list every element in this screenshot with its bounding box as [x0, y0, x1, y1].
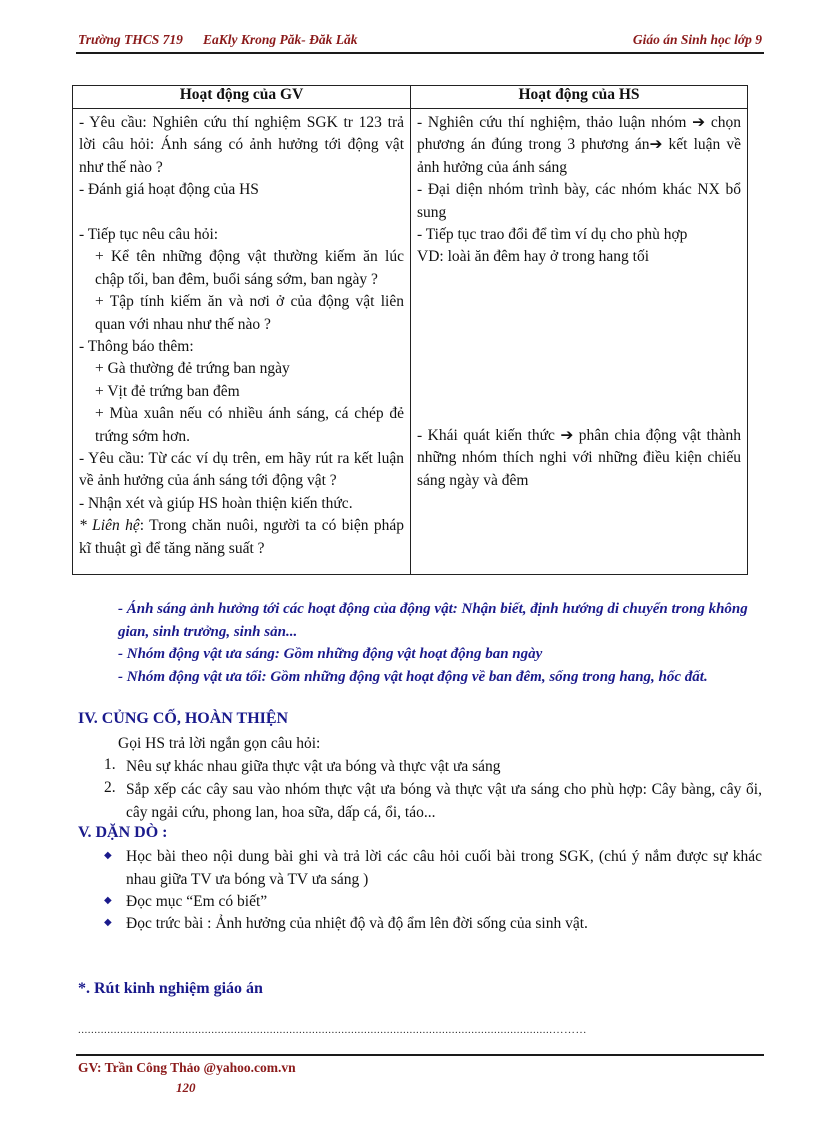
section-4-intro: Gọi HS trả lời ngắn gọn câu hỏi: [118, 735, 321, 752]
section-4-title: IV. CỦNG CỐ, HOÀN THIỆN [78, 710, 289, 727]
gv-line: + Kể tên những động vật thường kiếm ăn lúc chập tối, ban đêm, buổi sáng sớm, ban ngày ? [95, 248, 404, 288]
gv-line: - Tiếp tục nêu câu hỏi: [79, 226, 219, 244]
homework-item: Đọc trức bài : Ảnh hưởng của nhiệt độ và độ ẩm lên đời sống của sinh vật. [126, 915, 588, 932]
lien-he-label: * Liên hệ [79, 517, 140, 535]
question-number: 2. [104, 779, 116, 796]
conclusion-line: - Nhóm động vật ưa sáng: Gồm những động vật hoạt động ban ngày [118, 646, 543, 662]
hs-line: VD: loài ăn đêm hay ở trong hang tối [417, 248, 650, 266]
header-place: EaKly Krong Păk- Đăk Lăk [203, 32, 358, 47]
footer-divider [76, 1054, 764, 1056]
table-row [73, 109, 748, 575]
page-header [76, 30, 764, 54]
hs-column-header: Hoạt động của HS [411, 86, 748, 109]
homework-item: Đọc mục “Em có biết” [126, 893, 268, 910]
conclusion-line: - Nhóm động vật ưa tối: Gồm những động vật hoạt động về ban đêm, sống trong hang, hốc đất. [118, 668, 708, 685]
gv-line: + Tập tính kiếm ăn và nơi ở của động vật liên quan với nhau như thế nào ? [95, 293, 404, 333]
lesson-review-heading: *. Rút kinh nghiệm giáo án [78, 980, 263, 997]
gv-line: + Gà thường đẻ trứng ban ngày [95, 360, 290, 378]
diamond-bullet-icon: ◆ [104, 850, 112, 861]
gv-activity-cell [73, 109, 411, 575]
header-school: Trường THCS 719 [78, 32, 183, 47]
gv-line [79, 515, 404, 560]
gv-line: - Yêu cầu: Nghiên cứu thí nghiệm SGK tr 123 trả lời câu hỏi: Ánh sáng có ảnh hưởng tới động vật như thế nào ? [79, 114, 404, 176]
gv-column-header: Hoạt động của GV [73, 86, 411, 109]
gv-line: + Mùa xuân nếu có nhiều ánh sáng, cá chép đẻ trứng sớm hơn. [95, 405, 404, 445]
table-header-row [73, 86, 748, 109]
question-1: Nêu sự khác nhau giữa thực vật ưa bóng và thực vật ưa sáng [126, 758, 501, 775]
hs-line: - Khái quát kiến thức ➔ phân chia động vật thành những nhóm thích nghi với những điều kiện chiếu sáng ngày và đêm [417, 426, 741, 489]
conclusion-block [78, 598, 762, 688]
gv-line: - Yêu cầu: Từ các ví dụ trên, em hãy rút ra kết luận về ảnh hưởng của ánh sáng tới động vật ? [79, 450, 404, 490]
page-number: 120 [176, 1080, 196, 1095]
hs-activity-cell [411, 109, 748, 575]
homework-item: Học bài theo nội dung bài ghi và trả lời các câu hỏi cuối bài trong SGK, (chú ý nắm được sự khác nhau giữa TV ưa bóng và TV ưa sáng ) [126, 848, 762, 888]
conclusion-line: - Ánh sáng ảnh hưởng tới các hoạt động của động vật: Nhận biết, định hướng di chuyển trong không gian, sinh trưởng, sinh sản... [118, 601, 748, 640]
gv-line: - Đánh giá hoạt động của HS [79, 181, 259, 199]
gv-line: + Vịt đẻ trứng ban đêm [95, 382, 240, 400]
question-number: 1. [104, 756, 116, 773]
hs-line: - Nghiên cứu thí nghiệm, thảo luận nhóm ➔ chọn phương án đúng trong 3 phương án➔ kết luận về ảnh hưởng của ánh sáng [417, 114, 741, 176]
hs-line: - Đại diện nhóm trình bày, các nhóm khác NX bổ sung [417, 181, 741, 221]
question-2: Sắp xếp các cây sau vào nhóm thực vật ưa bóng và thực vật ưa sáng cho phù hợp: Cây bàng, cây ổi, cây ngải cứu, phong lan, hoa sữa, dấp cá, ổi, táo... [126, 781, 762, 821]
footer-author: GV: Trần Công Thảo @yahoo.com.vn [78, 1060, 296, 1075]
gv-line: - Nhận xét và giúp HS hoàn thiện kiến thức. [79, 494, 353, 512]
section-5-title: V. DẶN DÒ : [78, 824, 168, 841]
gv-line: - Thông báo thêm: [79, 338, 194, 356]
diamond-bullet-icon: ◆ [104, 917, 112, 928]
lien-he-text: : Trong chăn nuôi, người ta có biện pháp kĩ thuật gì để tăng năng suất ? [79, 517, 404, 557]
dotted-line: ..................................................................................................................................................……… [78, 1024, 587, 1036]
header-subject: Giáo án Sinh học lớp 9 [632, 32, 762, 47]
diamond-bullet-icon: ◆ [104, 895, 112, 906]
hs-line: - Tiếp tục trao đổi để tìm ví dụ cho phù hợp [417, 226, 688, 244]
activity-table [72, 85, 748, 575]
